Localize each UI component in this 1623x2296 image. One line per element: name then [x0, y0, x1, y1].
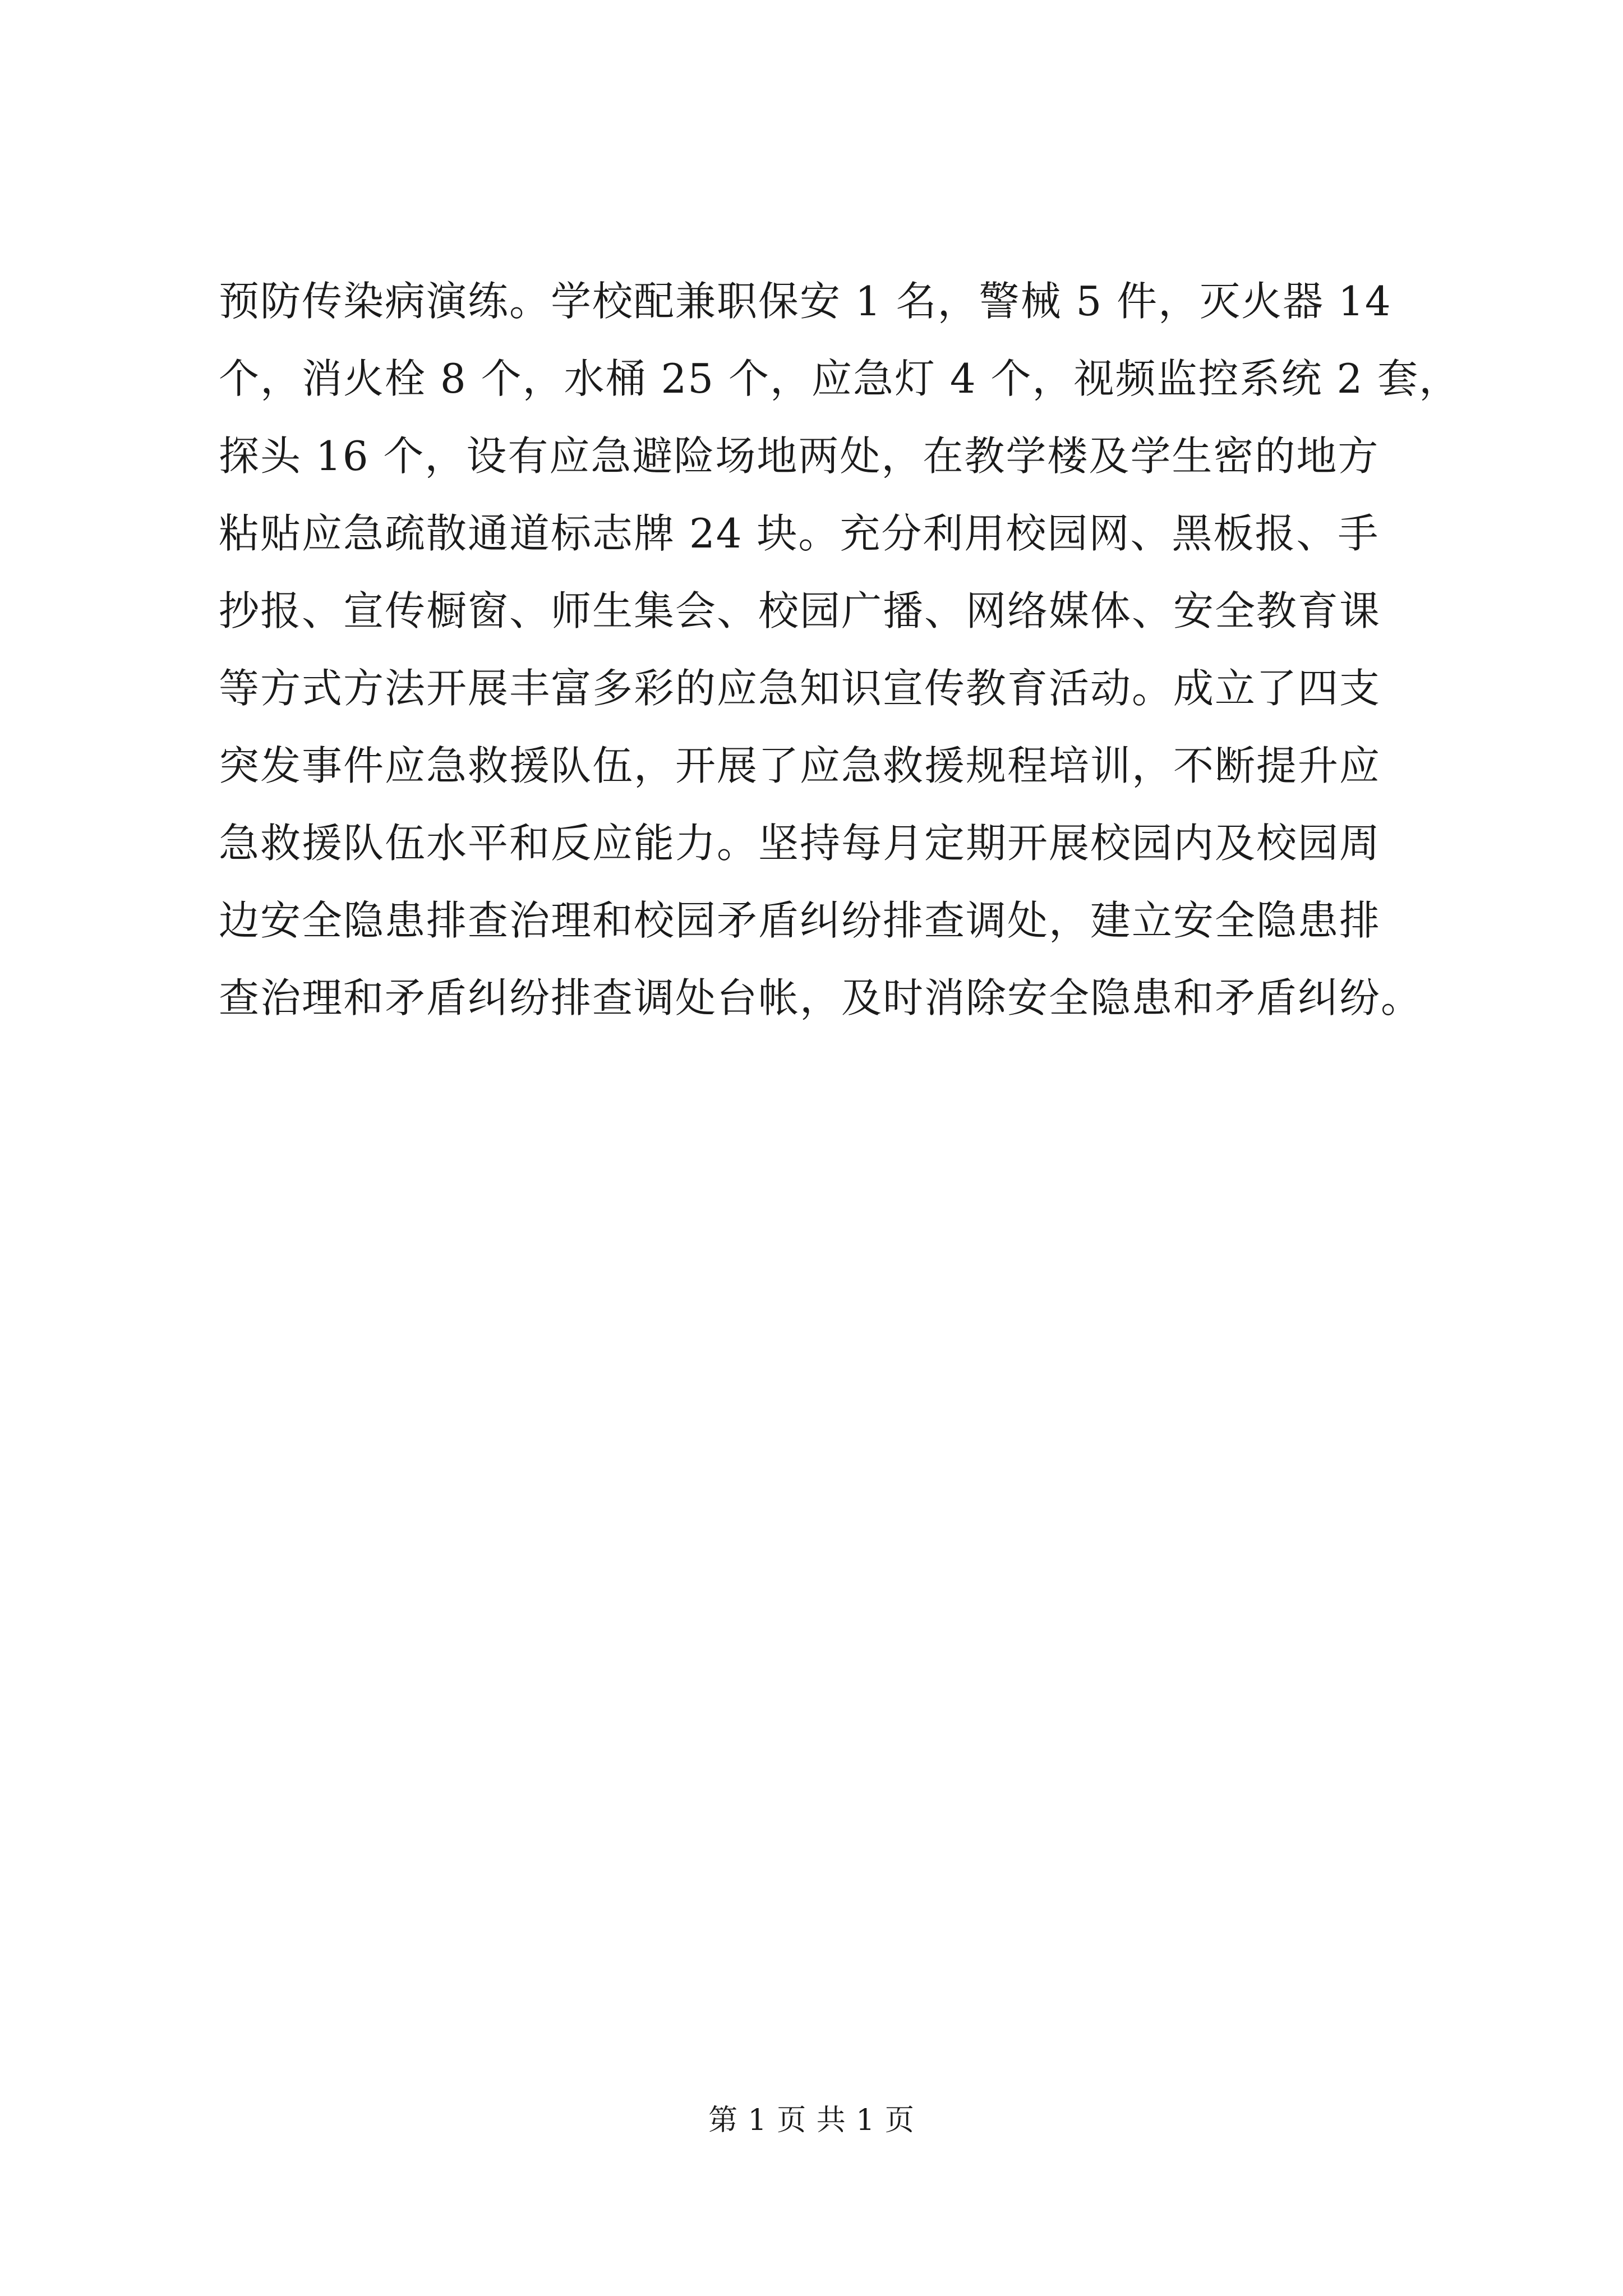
text-line: 预防传染病演练。学校配兼职保安 1 名，警械 5 件，灭火器 14: [219, 278, 1392, 325]
page-footer: [0, 2098, 1623, 2143]
text-line: 突发事件应急救援队伍，开展了应急救援规程培训，不断提升应: [219, 742, 1381, 789]
text-line: 急救援队伍水平和反应能力。坚持每月定期开展校园内及校园周: [219, 820, 1381, 867]
page-number-label: 第 1 页 共 1 页: [708, 2104, 915, 2137]
text-line: 等方式方法开展丰富多彩的应急知识宣传教育活动。成立了四支: [219, 665, 1381, 712]
text-line: 查治理和矛盾纠纷排查调处台帐，及时消除安全隐患和矛盾纠纷。: [219, 974, 1423, 1022]
text-line: 抄报、宣传橱窗、师生集会、校园广播、网络媒体、安全教育课: [219, 587, 1381, 634]
text-line: 粘贴应急疏散通道标志牌 24 块。充分利用校园网、黑板报、手: [219, 510, 1380, 557]
text-line: 边安全隐患排查治理和校园矛盾纠纷排查调处，建立安全隐患排: [219, 897, 1381, 944]
body-paragraph: [219, 263, 1461, 1037]
text-line: 探头 16 个，设有应急避险场地两处，在教学楼及学生密的地方: [219, 432, 1380, 480]
text-line: 个，消火栓 8 个，水桶 25 个，应急灯 4 个，视频监控系统 2 套，: [219, 355, 1461, 402]
